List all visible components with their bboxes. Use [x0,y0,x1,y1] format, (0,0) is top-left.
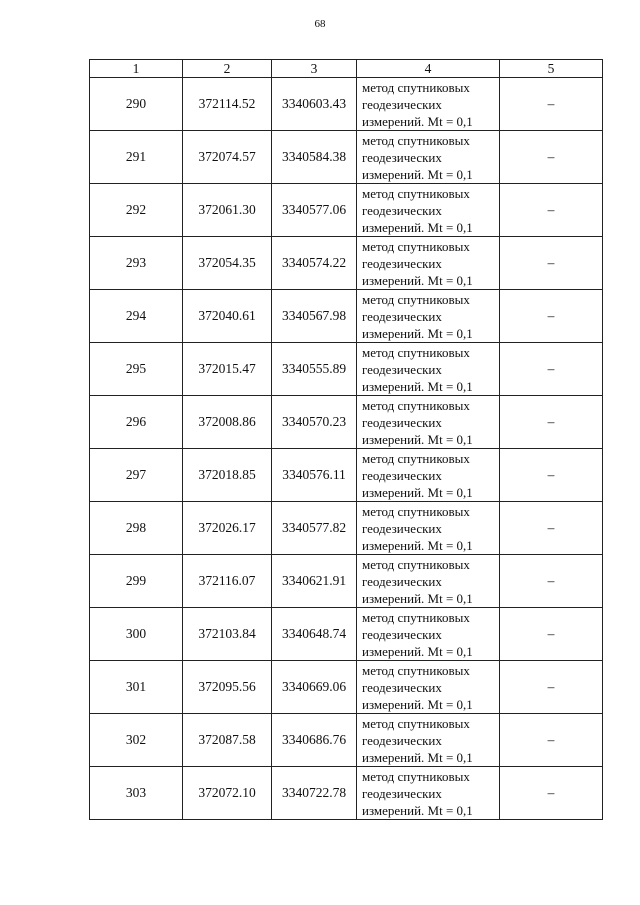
note-cell: – [500,237,603,290]
table-row [90,449,603,502]
note-cell: – [500,767,603,820]
method-line: измерений. Mt = 0,1 [362,378,473,394]
point-number: 295 [90,343,183,396]
method-line: метод спутниковых [362,238,470,254]
point-number: 293 [90,237,183,290]
method-line: метод спутниковых [362,397,470,413]
table-row [90,290,603,343]
coordinate-y: 3340669.06 [272,661,357,714]
method-cell [357,290,500,343]
table-row [90,131,603,184]
method-line: геодезических [362,96,442,112]
method-cell [357,661,500,714]
column-header: 5 [500,60,603,78]
note-cell: – [500,343,603,396]
method-line: метод спутниковых [362,79,470,95]
method-line: геодезических [362,361,442,377]
point-number: 302 [90,714,183,767]
coordinate-y: 3340577.06 [272,184,357,237]
method-line: измерений. Mt = 0,1 [362,113,473,129]
coordinate-x: 372026.17 [183,502,272,555]
point-number: 299 [90,555,183,608]
coordinate-x: 372103.84 [183,608,272,661]
method-line: метод спутниковых [362,768,470,784]
point-number: 290 [90,78,183,131]
column-header: 1 [90,60,183,78]
coordinate-x: 372018.85 [183,449,272,502]
note-cell: – [500,449,603,502]
table-row [90,661,603,714]
method-line: измерений. Mt = 0,1 [362,696,473,712]
note-cell: – [500,555,603,608]
point-number: 298 [90,502,183,555]
coordinate-y: 3340570.23 [272,396,357,449]
table-body [90,78,603,820]
method-line: измерений. Mt = 0,1 [362,431,473,447]
coordinate-y: 3340567.98 [272,290,357,343]
coordinate-y: 3340555.89 [272,343,357,396]
coordinate-y: 3340603.43 [272,78,357,131]
note-cell: – [500,396,603,449]
point-number: 301 [90,661,183,714]
method-line: метод спутниковых [362,715,470,731]
coordinate-y: 3340577.82 [272,502,357,555]
method-line: измерений. Mt = 0,1 [362,749,473,765]
table-row [90,608,603,661]
method-line: измерений. Mt = 0,1 [362,272,473,288]
coordinate-x: 372114.52 [183,78,272,131]
table-row [90,78,603,131]
coordinate-x: 372015.47 [183,343,272,396]
note-cell: – [500,502,603,555]
method-cell [357,396,500,449]
table-row [90,184,603,237]
point-number: 291 [90,131,183,184]
table-row [90,343,603,396]
method-line: метод спутниковых [362,344,470,360]
method-cell [357,131,500,184]
coordinate-x: 372087.58 [183,714,272,767]
note-cell: – [500,661,603,714]
method-cell [357,714,500,767]
point-number: 292 [90,184,183,237]
point-number: 300 [90,608,183,661]
point-number: 297 [90,449,183,502]
coordinate-y: 3340686.76 [272,714,357,767]
table-row [90,237,603,290]
method-line: геодезических [362,732,442,748]
method-cell [357,184,500,237]
method-line: геодезических [362,520,442,536]
method-line: геодезических [362,308,442,324]
method-line: измерений. Mt = 0,1 [362,166,473,182]
table-row [90,502,603,555]
point-number: 296 [90,396,183,449]
method-cell [357,555,500,608]
coordinate-y: 3340648.74 [272,608,357,661]
coordinate-y: 3340576.11 [272,449,357,502]
method-line: геодезических [362,467,442,483]
method-line: метод спутниковых [362,291,470,307]
coordinate-x: 372074.57 [183,131,272,184]
method-cell [357,78,500,131]
method-line: измерений. Mt = 0,1 [362,484,473,500]
method-line: измерений. Mt = 0,1 [362,325,473,341]
method-line: геодезических [362,202,442,218]
method-line: измерений. Mt = 0,1 [362,802,473,818]
method-line: измерений. Mt = 0,1 [362,537,473,553]
method-line: измерений. Mt = 0,1 [362,219,473,235]
note-cell: – [500,78,603,131]
method-line: измерений. Mt = 0,1 [362,643,473,659]
coordinate-x: 372054.35 [183,237,272,290]
method-line: геодезических [362,149,442,165]
coordinate-x: 372072.10 [183,767,272,820]
coordinate-x: 372116.07 [183,555,272,608]
coordinate-y: 3340722.78 [272,767,357,820]
method-line: геодезических [362,573,442,589]
method-line: метод спутниковых [362,662,470,678]
table-row [90,396,603,449]
point-number: 303 [90,767,183,820]
method-line: метод спутниковых [362,450,470,466]
coordinate-y: 3340621.91 [272,555,357,608]
column-header: 2 [183,60,272,78]
method-line: геодезических [362,626,442,642]
method-line: геодезических [362,679,442,695]
method-line: измерений. Mt = 0,1 [362,590,473,606]
note-cell: – [500,131,603,184]
method-cell [357,343,500,396]
coordinate-x: 372008.86 [183,396,272,449]
coordinate-x: 372095.56 [183,661,272,714]
method-cell [357,502,500,555]
note-cell: – [500,290,603,343]
method-cell [357,767,500,820]
method-line: метод спутниковых [362,609,470,625]
method-cell [357,237,500,290]
method-line: метод спутниковых [362,132,470,148]
coordinates-table [89,59,603,820]
coordinate-x: 372040.61 [183,290,272,343]
note-cell: – [500,714,603,767]
table-row [90,767,603,820]
method-line: метод спутниковых [362,556,470,572]
column-header: 3 [272,60,357,78]
method-line: геодезических [362,255,442,271]
column-header: 4 [357,60,500,78]
note-cell: – [500,184,603,237]
note-cell: – [500,608,603,661]
coordinate-y: 3340584.38 [272,131,357,184]
table-header-row [90,60,603,78]
table-row [90,555,603,608]
method-line: геодезических [362,414,442,430]
method-line: геодезических [362,785,442,801]
coordinate-x: 372061.30 [183,184,272,237]
coordinate-y: 3340574.22 [272,237,357,290]
method-line: метод спутниковых [362,185,470,201]
page-number: 68 [314,18,326,30]
method-cell [357,449,500,502]
table-row [90,714,603,767]
method-cell [357,608,500,661]
method-line: метод спутниковых [362,503,470,519]
point-number: 294 [90,290,183,343]
